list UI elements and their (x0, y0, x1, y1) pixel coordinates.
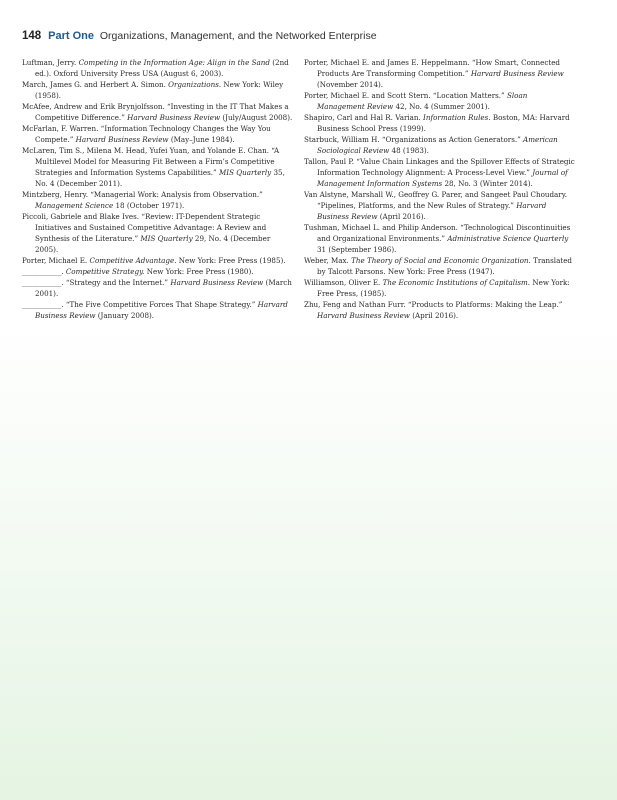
reference-text: (2nd ed.). Oxford University Press USA (August 6, 2003). (35, 58, 289, 78)
reference-title-italic: Harvard Business Review (470, 69, 564, 78)
reference-text: Translated by Talcott Parsons. New York: Free Press (1947). (317, 256, 572, 276)
reference-text: Tushman, Michael L. and Philip Anderson. “Technological Discontinuities and Organizational Environments.” (304, 223, 571, 243)
reference-text: 29, No. 4 (December 2005). (35, 234, 271, 254)
reference-text: 48 (1983). (389, 146, 429, 155)
reference-text: (April 2016). (377, 212, 426, 221)
reference-title-italic: Harvard Business Review (35, 300, 288, 320)
reference-text: (April 2016). (409, 311, 459, 320)
reference-text: (January 2008). (95, 311, 155, 320)
reference-text: Starbuck, William H. “Organizations as Action Generators.” (304, 135, 524, 144)
reference-text: McFarlan, F. Warren. “Information Technology Changes the Way You Compete.” (22, 124, 271, 144)
reference-text: Mintzberg, Henry. “Managerial Work: Analysis from Observation.” (22, 190, 263, 199)
reference-title-italic: Harvard Business Review (127, 113, 221, 122)
reference-title-italic: The Economic Institutions of Capitalism. (382, 278, 531, 287)
references-left-column (22, 57, 294, 321)
reference-text: 35, No. 4 (December 2011). (35, 168, 285, 188)
reference-title-italic: MIS Quarterly (218, 168, 272, 177)
reference-title-italic: Competitive Strategy. (65, 267, 145, 276)
reference-entry (22, 211, 294, 255)
reference-title-italic: Organizations. (168, 80, 222, 89)
reference-text: ___________. (22, 267, 66, 276)
reference-text: Luftman, Jerry. (22, 58, 79, 67)
page-number: 148 (22, 30, 42, 42)
reference-text: 18 (October 1971). (113, 201, 185, 210)
reference-entry (22, 277, 294, 299)
reference-entry (304, 189, 576, 222)
reference-text: Williamson, Oliver E. (304, 278, 383, 287)
running-title: Organizations, Management, and the Networked Enterprise (99, 30, 377, 42)
reference-entry (22, 299, 294, 321)
reference-entry (22, 145, 294, 189)
page-header (22, 30, 377, 42)
reference-entry (22, 101, 294, 123)
reference-text: Piccoli, Gabriele and Blake Ives. “Review: IT-Dependent Strategic Initiatives and Sustained Competitive Advantage: A Review and Synthesis of the Literature.” (22, 212, 267, 243)
reference-text: Porter, Michael E. (22, 256, 90, 265)
reference-title-italic: The Theory of Social and Economic Organization. (351, 256, 531, 265)
reference-title-italic: American Sociological Review (317, 135, 558, 155)
reference-entry (304, 222, 576, 255)
reference-title-italic: Harvard Business Review (75, 135, 169, 144)
reference-entry (22, 266, 294, 277)
reference-text: Tallon, Paul P. “Value Chain Linkages and the Spillover Effects of Strategic Information Technology Alignment: A Process-Level View.” (304, 157, 575, 177)
reference-text: McLaren, Tim S., Milena M. Head, Yufei Yuan, and Yolande E. Chan. “A Multilevel Model for Measuring Fit Between a Firm’s Competitive Strategies and Information Systems Capabilities.” (22, 146, 280, 177)
reference-text: March, James G. and Herbert A. Simon. (22, 80, 169, 89)
reference-entry (304, 277, 576, 299)
reference-text: Van Alstyne, Marshall W., Geoffrey G. Parer, and Sangeet Paul Choudary. “Pipelines, Platforms, and the New Rules of Strategy.” (304, 190, 568, 210)
reference-text: (July/August 2008). (220, 113, 293, 122)
reference-text: (March 2001). (35, 278, 292, 298)
reference-text: Zhu, Feng and Nathan Furr. “Products to Platforms: Making the Leap.” (304, 300, 563, 309)
reference-title-italic: Journal of Management Information Systems (317, 168, 568, 188)
reference-title-italic: Administrative Science Quarterly (447, 234, 569, 243)
reference-entry (22, 79, 294, 101)
reference-entry (304, 57, 576, 90)
reference-title-italic: MIS Quarterly (140, 234, 193, 243)
reference-entry (304, 255, 576, 277)
reference-text: Weber, Max. (304, 256, 352, 265)
reference-text: ___________. “The Five Competitive Forces That Shape Strategy.” (22, 300, 258, 309)
reference-text: New York: Free Press (1985). (176, 256, 286, 265)
reference-text: Boston, MA: Harvard Business School Press (1999). (317, 113, 570, 133)
reference-text: New York: Free Press (1980). (144, 267, 254, 276)
reference-entry (304, 90, 576, 112)
reference-text: New York: Free Press, (1985). (317, 278, 570, 298)
reference-text: Porter, Michael E. and Scott Stern. “Location Matters.” (304, 91, 507, 100)
reference-title-italic: Sloan Management Review (317, 91, 528, 111)
reference-title-italic: Competing in the Information Age: Align in the Sand (78, 58, 270, 67)
references-right-column (304, 57, 576, 321)
reference-text: (November 2014). (317, 80, 384, 89)
reference-entry (22, 123, 294, 145)
reference-entry (22, 189, 294, 211)
reference-entry (22, 57, 294, 79)
reference-entry (304, 134, 576, 156)
reference-title-italic: Harvard Business Review (170, 278, 264, 287)
reference-text: 42, No. 4 (Summer 2001). (393, 102, 490, 111)
reference-text: 31 (September 1986). (317, 245, 397, 254)
reference-text: ___________. “Strategy and the Internet.” (22, 278, 171, 287)
reference-entry (304, 156, 576, 189)
reference-text: McAfee, Andrew and Erik Brynjolfsson. “Investing in the IT That Makes a Competitive Difference.” (22, 102, 289, 122)
reference-title-italic: Information Rules. (423, 113, 491, 122)
reference-title-italic: Management Science (35, 201, 114, 210)
reference-entry (304, 299, 576, 321)
reference-text: New York: Wiley (1958). (35, 80, 284, 100)
reference-title-italic: Harvard Business Review (317, 311, 410, 320)
reference-text: (May–June 1984). (168, 135, 235, 144)
reference-text: 28, No. 3 (Winter 2014). (442, 179, 533, 188)
reference-entry (304, 112, 576, 134)
reference-text: Shapiro, Carl and Hal R. Varian. (304, 113, 424, 122)
reference-text: Porter, Michael E. and James E. Heppelmann. “How Smart, Connected Products Are Transforming Competition.” (304, 58, 560, 78)
reference-title-italic: Competitive Advantage. (89, 256, 177, 265)
reference-entry (22, 255, 294, 266)
reference-title-italic: Harvard Business Review (317, 201, 547, 221)
part-label: Part One (48, 30, 94, 42)
